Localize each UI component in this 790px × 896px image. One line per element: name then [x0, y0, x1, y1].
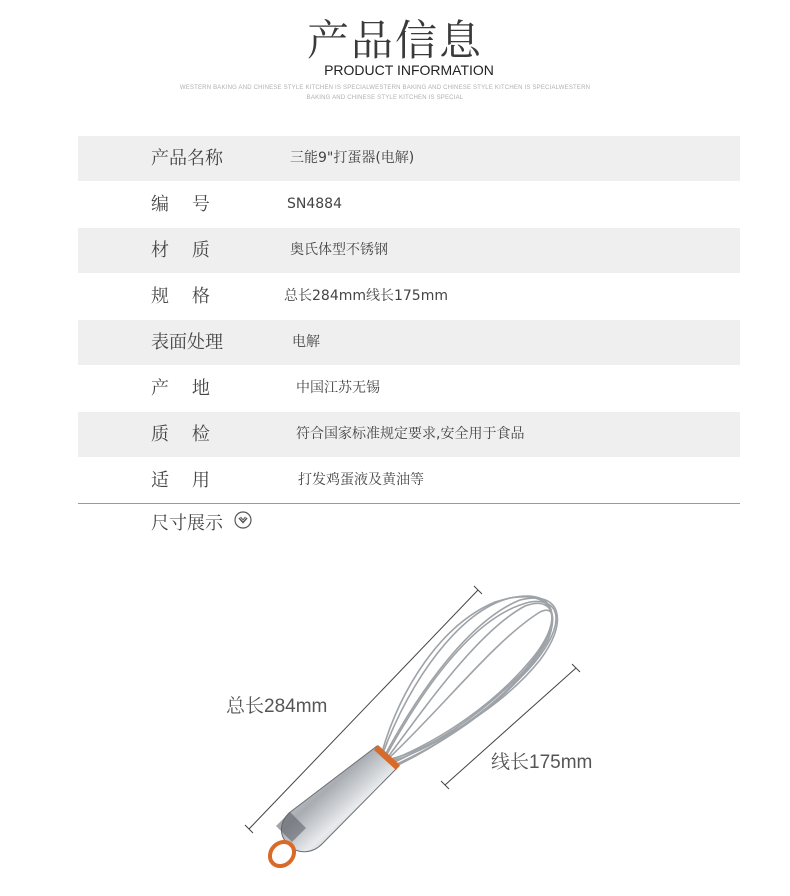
page-title-cn: 产品信息 — [306, 16, 483, 65]
spec-value: 符合国家标准规定要求,安全用于食品 — [296, 426, 525, 442]
spec-row — [78, 412, 740, 458]
whisk-illustration — [0, 540, 790, 892]
spec-value: 电解 — [292, 334, 320, 350]
spec-value: 奥氏体型不锈钢 — [290, 242, 388, 258]
spec-label: 材 质 — [151, 240, 210, 261]
spec-row — [78, 136, 740, 182]
spec-value: SN4884 — [287, 196, 342, 212]
whisk-handle — [265, 745, 400, 871]
spec-row — [78, 366, 740, 412]
spec-label: 表面处理 — [151, 332, 223, 353]
spec-value: 打发鸡蛋液及黄油等 — [298, 472, 424, 488]
spec-value: 三能9"打蛋器(电解) — [290, 150, 415, 166]
slogan — [160, 83, 610, 103]
total-length-label: 总长284mm — [226, 696, 328, 717]
spec-value: 总长284mm线长175mm — [284, 288, 448, 304]
slogan-line: BAKING AND CHINESE STYLE KITCHEN IS SPECIAL — [306, 95, 464, 101]
spec-label: 产 地 — [151, 378, 210, 399]
spec-label: 编 号 — [151, 194, 210, 215]
spec-row — [78, 228, 740, 274]
size-heading: 尺寸展示 — [151, 513, 223, 534]
spec-row — [78, 320, 740, 366]
page-title-en: PRODUCT INFORMATION — [324, 62, 494, 78]
wire-length-label: 线长175mm — [491, 752, 593, 773]
spec-row — [78, 182, 740, 228]
spec-label: 质 检 — [151, 424, 210, 445]
spec-label: 适 用 — [151, 470, 210, 491]
spec-row — [78, 458, 740, 504]
whisk-wires — [382, 596, 557, 765]
slogan-line: WESTERN BAKING AND CHINESE STYLE KITCHEN IS SPECIALWESTERN BAKING AND CHINESE STYLE KITCHEN IS SPECIALWESTERN — [179, 85, 591, 91]
spec-value: 中国江苏无锡 — [296, 380, 380, 396]
chevron-down-circle-icon[interactable] — [234, 511, 252, 529]
whisk-drawing — [0, 540, 790, 892]
spec-table — [78, 136, 740, 504]
spec-label: 规 格 — [151, 286, 210, 307]
spec-label: 产品名称 — [151, 148, 223, 169]
spec-row — [78, 274, 740, 320]
